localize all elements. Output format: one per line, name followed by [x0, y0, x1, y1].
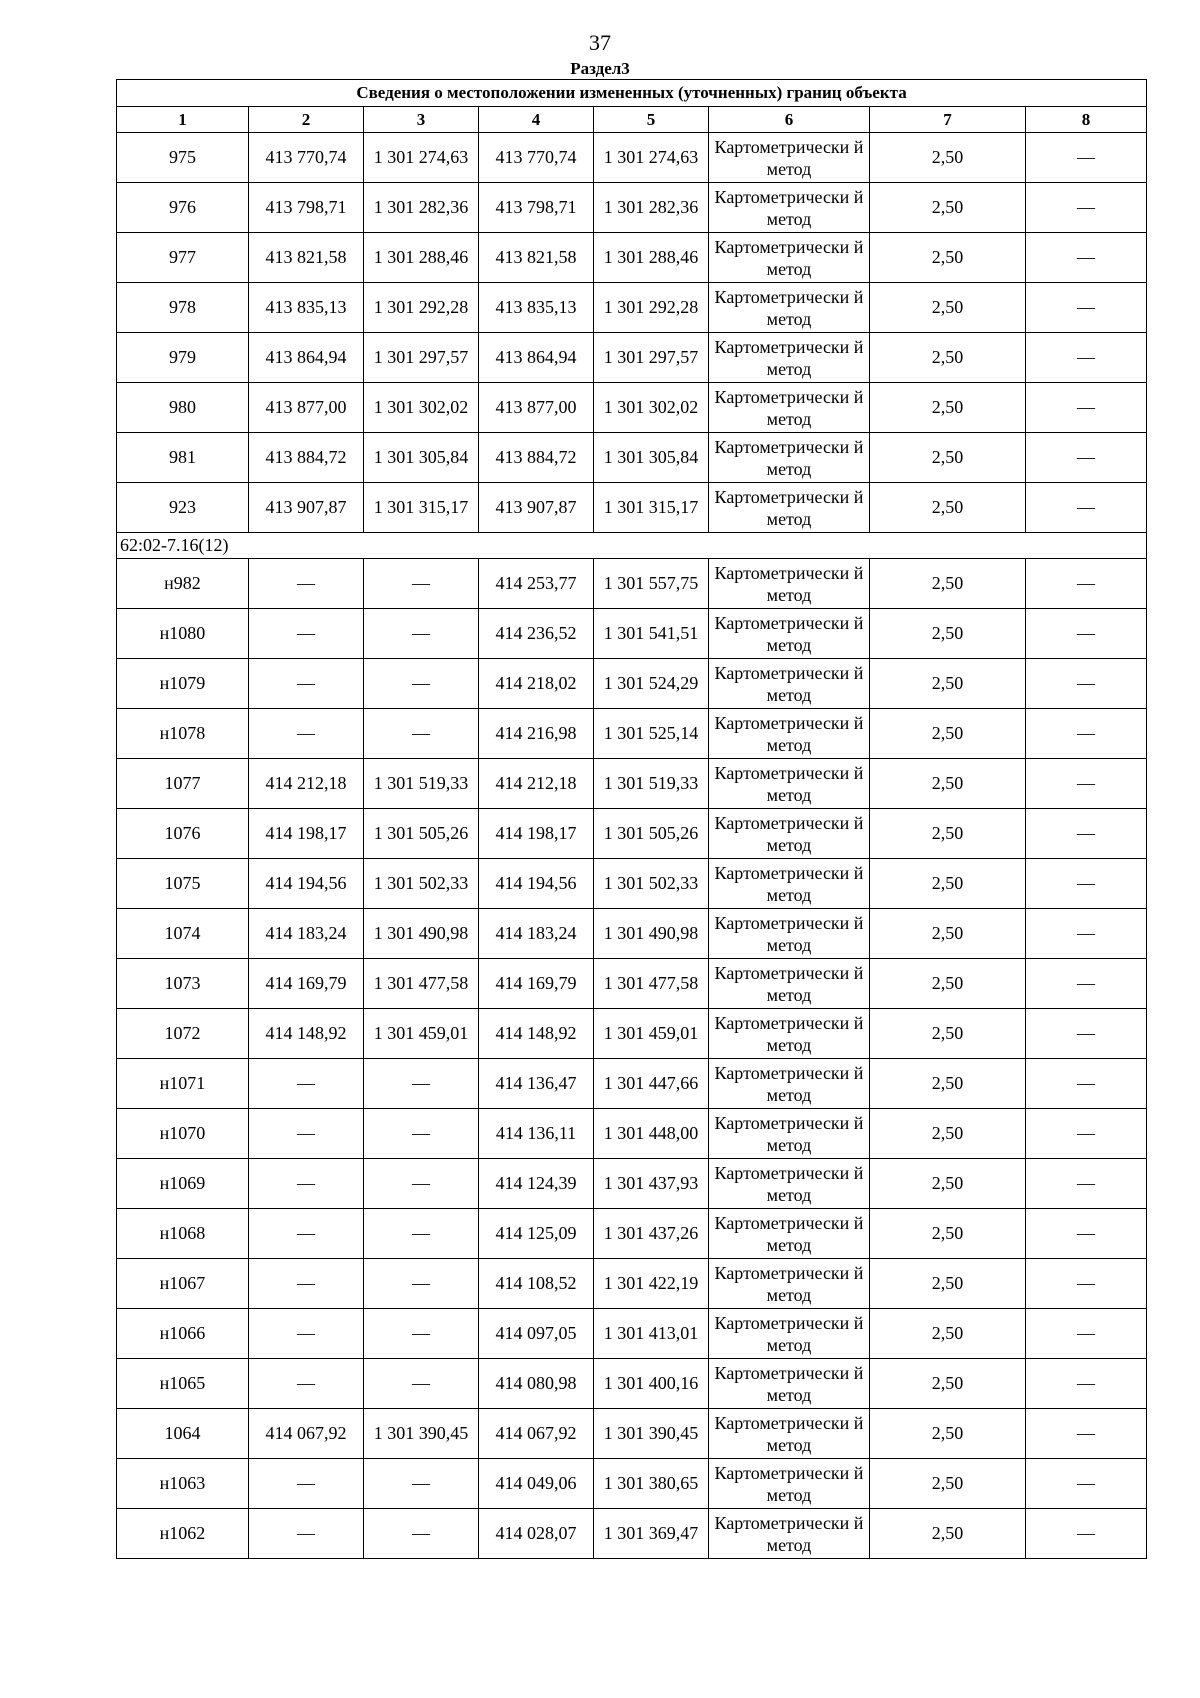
table-cell-col8: —	[1026, 1159, 1147, 1209]
table-cell-col2: —	[249, 1509, 364, 1559]
table-cell-col3: —	[364, 1059, 479, 1109]
table-cell-col3: —	[364, 559, 479, 609]
table-cell-col7: 2,50	[870, 1209, 1026, 1259]
table-cell-col2: 414 169,79	[249, 959, 364, 1009]
table-cell-col1: 1073	[117, 959, 249, 1009]
table-cell-col6: Картометрически й метод	[709, 183, 870, 233]
table-row	[117, 1059, 1147, 1109]
table-row	[117, 1259, 1147, 1309]
table-cell-col5: 1 301 519,33	[594, 759, 709, 809]
table-cell-col2: 413 884,72	[249, 433, 364, 483]
table-cell-col5: 1 301 437,93	[594, 1159, 709, 1209]
table-row	[117, 233, 1147, 283]
table-cell-col8: —	[1026, 333, 1147, 383]
table-cell-col2: 413 798,71	[249, 183, 364, 233]
table-cell-col4: 414 218,02	[479, 659, 594, 709]
table-cell-col2: —	[249, 1209, 364, 1259]
table-cell-col3: 1 301 315,17	[364, 483, 479, 533]
table-cell-col4: 414 194,56	[479, 859, 594, 909]
table-cell-col8: —	[1026, 1459, 1147, 1509]
table-cell-col4: 413 821,58	[479, 233, 594, 283]
table-cell-col6: Картометрически й метод	[709, 1009, 870, 1059]
table-cell-col8: —	[1026, 1109, 1147, 1159]
table-cell-col7: 2,50	[870, 659, 1026, 709]
table-cell-col4: 414 183,24	[479, 909, 594, 959]
table-cell-col5: 1 301 369,47	[594, 1509, 709, 1559]
table-cell-col7: 2,50	[870, 233, 1026, 283]
table-cell-col2: 414 212,18	[249, 759, 364, 809]
table-cell-col1: н1069	[117, 1159, 249, 1209]
table-cell-col8: —	[1026, 1259, 1147, 1309]
table-cell-col7: 2,50	[870, 909, 1026, 959]
table-cell-col7: 2,50	[870, 433, 1026, 483]
table-cell-col5: 1 301 525,14	[594, 709, 709, 759]
table-cell-col4: 414 108,52	[479, 1259, 594, 1309]
table-cell-col2: —	[249, 1159, 364, 1209]
table-row	[117, 333, 1147, 383]
table-cell-col3: —	[364, 1109, 479, 1159]
table-cell-col1: н1078	[117, 709, 249, 759]
table-cell-col1: н1062	[117, 1509, 249, 1559]
table-row	[117, 1409, 1147, 1459]
table-cell-col1: н1065	[117, 1359, 249, 1409]
table-row	[117, 1459, 1147, 1509]
table-cell-col1: 1074	[117, 909, 249, 959]
table-cell-col3: 1 301 502,33	[364, 859, 479, 909]
table-cell-col7: 2,50	[870, 1109, 1026, 1159]
table-caption: Сведения о местоположении измененных (уточненных) границ объекта	[117, 80, 1147, 107]
table-cell-col8: —	[1026, 559, 1147, 609]
table-cell-col3: —	[364, 1309, 479, 1359]
table-cell-col1: н982	[117, 559, 249, 609]
table-body	[117, 133, 1147, 1559]
table-cell-col5: 1 301 274,63	[594, 133, 709, 183]
table-cell-col6: Картометрически й метод	[709, 133, 870, 183]
table-cell-col2: —	[249, 709, 364, 759]
table-row	[117, 659, 1147, 709]
table-cell-col4: 414 067,92	[479, 1409, 594, 1459]
table-cell-col2: —	[249, 1459, 364, 1509]
table-row	[117, 559, 1147, 609]
table-cell-col6: Картометрически й метод	[709, 483, 870, 533]
table-cell-col1: 979	[117, 333, 249, 383]
table-cell-col3: —	[364, 609, 479, 659]
table-row	[117, 709, 1147, 759]
table-cell-col4: 414 049,06	[479, 1459, 594, 1509]
table-row	[117, 1159, 1147, 1209]
table-cell-col6: Картометрически й метод	[709, 433, 870, 483]
table-cell-col3: 1 301 297,57	[364, 333, 479, 383]
table-cell-col7: 2,50	[870, 1059, 1026, 1109]
table-cell-col5: 1 301 505,26	[594, 809, 709, 859]
table-cell-col6: Картометрически й метод	[709, 1459, 870, 1509]
table-cell-col4: 413 770,74	[479, 133, 594, 183]
table-cell-col7: 2,50	[870, 483, 1026, 533]
table-cell-col1: н1070	[117, 1109, 249, 1159]
table-cell-col6: Картометрически й метод	[709, 909, 870, 959]
table-cell-col1: н1080	[117, 609, 249, 659]
table-cell-col8: —	[1026, 659, 1147, 709]
table-cell-col3: 1 301 477,58	[364, 959, 479, 1009]
table-cell-col2: 413 907,87	[249, 483, 364, 533]
table-cell-col2: 414 067,92	[249, 1409, 364, 1459]
table-cell-col3: —	[364, 1459, 479, 1509]
table-row	[117, 283, 1147, 333]
table-cell-col2: 414 183,24	[249, 909, 364, 959]
table-cell-col7: 2,50	[870, 1009, 1026, 1059]
table-cell-col3: 1 301 288,46	[364, 233, 479, 283]
table-row	[117, 959, 1147, 1009]
table-cell-col2: 414 198,17	[249, 809, 364, 859]
table-cell-col7: 2,50	[870, 283, 1026, 333]
column-header-7: 7	[870, 107, 1026, 133]
table-cell-col3: —	[364, 659, 479, 709]
table-cell-col7: 2,50	[870, 759, 1026, 809]
table-cell-col1: 975	[117, 133, 249, 183]
table-cell-col4: 414 148,92	[479, 1009, 594, 1059]
table-cell-col1: 1072	[117, 1009, 249, 1059]
table-cell-col6: Картометрически й метод	[709, 1309, 870, 1359]
table-cell-col8: —	[1026, 1309, 1147, 1359]
table-cell-col6: Картометрически й метод	[709, 1159, 870, 1209]
table-cell-col6: Картометрически й метод	[709, 233, 870, 283]
table-cell-col6: Картометрически й метод	[709, 1209, 870, 1259]
table-cell-col8: —	[1026, 959, 1147, 1009]
table-cell-col4: 414 136,11	[479, 1109, 594, 1159]
table-cell-col1: 1076	[117, 809, 249, 859]
table-cell-col4: 414 216,98	[479, 709, 594, 759]
table-cell-col5: 1 301 288,46	[594, 233, 709, 283]
table-cell-col5: 1 301 380,65	[594, 1459, 709, 1509]
table-cell-col1: 981	[117, 433, 249, 483]
table-cell-col1: н1079	[117, 659, 249, 709]
table-row	[117, 183, 1147, 233]
page-number: 37	[589, 30, 611, 55]
table-cell-col5: 1 301 413,01	[594, 1309, 709, 1359]
table-cell-col5: 1 301 541,51	[594, 609, 709, 659]
table-cell-col3: 1 301 519,33	[364, 759, 479, 809]
table-cell-col3: —	[364, 1509, 479, 1559]
table-cell-col4: 414 169,79	[479, 959, 594, 1009]
table-cell-col5: 1 301 524,29	[594, 659, 709, 709]
table-cell-col3: —	[364, 1359, 479, 1409]
table-cell-col3: 1 301 490,98	[364, 909, 479, 959]
table-cell-col5: 1 301 400,16	[594, 1359, 709, 1409]
table-cell-col4: 414 124,39	[479, 1159, 594, 1209]
table-cell-col5: 1 301 302,02	[594, 383, 709, 433]
table-cell-col7: 2,50	[870, 1259, 1026, 1309]
table-cell-col4: 413 884,72	[479, 433, 594, 483]
table-cell-col4: 414 236,52	[479, 609, 594, 659]
table-cell-col3: —	[364, 1209, 479, 1259]
section-label: 62:02-7.16(12)	[117, 533, 1147, 559]
table-cell-col3: —	[364, 709, 479, 759]
table-cell-col1: 1064	[117, 1409, 249, 1459]
table-cell-col8: —	[1026, 133, 1147, 183]
table-cell-col2: —	[249, 1309, 364, 1359]
table-cell-col7: 2,50	[870, 133, 1026, 183]
table-cell-col1: н1063	[117, 1459, 249, 1509]
table-cell-col7: 2,50	[870, 1159, 1026, 1209]
table-cell-col6: Картометрически й метод	[709, 1509, 870, 1559]
table-cell-col7: 2,50	[870, 1409, 1026, 1459]
table-cell-col8: —	[1026, 1509, 1147, 1559]
table-cell-col6: Картометрически й метод	[709, 333, 870, 383]
table-cell-col2: 413 835,13	[249, 283, 364, 333]
table-cell-col2: 413 821,58	[249, 233, 364, 283]
table-cell-col6: Картометрически й метод	[709, 809, 870, 859]
table-row	[117, 433, 1147, 483]
column-header-row	[117, 107, 1147, 133]
table-cell-col5: 1 301 447,66	[594, 1059, 709, 1109]
table-cell-col1: н1068	[117, 1209, 249, 1259]
table-cell-col8: —	[1026, 809, 1147, 859]
table-cell-col6: Картометрически й метод	[709, 709, 870, 759]
table-cell-col5: 1 301 437,26	[594, 1209, 709, 1259]
table-cell-col1: 976	[117, 183, 249, 233]
table-cell-col3: —	[364, 1159, 479, 1209]
column-header-2: 2	[249, 107, 364, 133]
table-cell-col2: 414 148,92	[249, 1009, 364, 1059]
table-cell-col1: 978	[117, 283, 249, 333]
table-cell-col4: 413 864,94	[479, 333, 594, 383]
table-cell-col8: —	[1026, 609, 1147, 659]
table-cell-col7: 2,50	[870, 559, 1026, 609]
table-cell-col8: —	[1026, 759, 1147, 809]
table-cell-col8: —	[1026, 233, 1147, 283]
column-header-5: 5	[594, 107, 709, 133]
table-cell-col2: 413 877,00	[249, 383, 364, 433]
table-cell-col8: —	[1026, 183, 1147, 233]
table-cell-col5: 1 301 305,84	[594, 433, 709, 483]
table-cell-col4: 414 253,77	[479, 559, 594, 609]
table-cell-col6: Картометрически й метод	[709, 1059, 870, 1109]
table-cell-col2: —	[249, 1059, 364, 1109]
table-row	[117, 909, 1147, 959]
table-cell-col1: н1071	[117, 1059, 249, 1109]
table-cell-col2: —	[249, 1359, 364, 1409]
table-cell-col6: Картометрически й метод	[709, 1109, 870, 1159]
table-cell-col3: 1 301 282,36	[364, 183, 479, 233]
table-cell-col8: —	[1026, 283, 1147, 333]
table-cell-col3: 1 301 390,45	[364, 1409, 479, 1459]
table-cell-col7: 2,50	[870, 959, 1026, 1009]
table-cell-col1: н1066	[117, 1309, 249, 1359]
table-row	[117, 1109, 1147, 1159]
section-label-row	[117, 533, 1147, 559]
table-row	[117, 1359, 1147, 1409]
table-cell-col5: 1 301 502,33	[594, 859, 709, 909]
table-cell-col8: —	[1026, 1059, 1147, 1109]
table-cell-col8: —	[1026, 483, 1147, 533]
table-cell-col6: Картометрически й метод	[709, 859, 870, 909]
table-row	[117, 609, 1147, 659]
table-cell-col8: —	[1026, 1209, 1147, 1259]
table-cell-col5: 1 301 459,01	[594, 1009, 709, 1059]
table-cell-col4: 413 798,71	[479, 183, 594, 233]
table-cell-col4: 414 080,98	[479, 1359, 594, 1409]
table-cell-col1: 1077	[117, 759, 249, 809]
table-cell-col2: —	[249, 1109, 364, 1159]
table-cell-col8: —	[1026, 909, 1147, 959]
table-cell-col4: 413 877,00	[479, 383, 594, 433]
table-cell-col8: —	[1026, 1009, 1147, 1059]
table-cell-col6: Картометрически й метод	[709, 659, 870, 709]
table-cell-col2: —	[249, 1259, 364, 1309]
table-cell-col5: 1 301 477,58	[594, 959, 709, 1009]
table-cell-col3: 1 301 305,84	[364, 433, 479, 483]
table-cell-col5: 1 301 448,00	[594, 1109, 709, 1159]
table-cell-col5: 1 301 292,28	[594, 283, 709, 333]
table-cell-col2: —	[249, 659, 364, 709]
table-row	[117, 383, 1147, 433]
table-cell-col3: —	[364, 1259, 479, 1309]
table-cell-col7: 2,50	[870, 709, 1026, 759]
table-row	[117, 483, 1147, 533]
table-cell-col7: 2,50	[870, 1459, 1026, 1509]
table-row	[117, 859, 1147, 909]
table-cell-col5: 1 301 422,19	[594, 1259, 709, 1309]
table-cell-col6: Картометрически й метод	[709, 1259, 870, 1309]
table-cell-col6: Картометрически й метод	[709, 1409, 870, 1459]
table-cell-col4: 413 907,87	[479, 483, 594, 533]
table-row	[117, 809, 1147, 859]
section-title: Раздел3	[570, 59, 630, 78]
boundary-coordinates-table	[116, 79, 1147, 1559]
table-cell-col1: 980	[117, 383, 249, 433]
table-cell-col7: 2,50	[870, 383, 1026, 433]
table-cell-col5: 1 301 297,57	[594, 333, 709, 383]
table-cell-col8: —	[1026, 859, 1147, 909]
table-cell-col6: Картометрически й метод	[709, 759, 870, 809]
column-header-8: 8	[1026, 107, 1147, 133]
table-cell-col2: 414 194,56	[249, 859, 364, 909]
table-cell-col4: 414 136,47	[479, 1059, 594, 1109]
table-cell-col7: 2,50	[870, 1359, 1026, 1409]
table-row	[117, 759, 1147, 809]
table-row	[117, 1509, 1147, 1559]
table-cell-col5: 1 301 490,98	[594, 909, 709, 959]
table-cell-col7: 2,50	[870, 183, 1026, 233]
table-cell-col2: —	[249, 559, 364, 609]
table-cell-col6: Картометрически й метод	[709, 283, 870, 333]
table-cell-col4: 413 835,13	[479, 283, 594, 333]
table-cell-col7: 2,50	[870, 1509, 1026, 1559]
table-cell-col5: 1 301 315,17	[594, 483, 709, 533]
table-cell-col4: 414 212,18	[479, 759, 594, 809]
column-header-6: 6	[709, 107, 870, 133]
table-cell-col7: 2,50	[870, 609, 1026, 659]
table-row	[117, 1009, 1147, 1059]
table-cell-col1: 923	[117, 483, 249, 533]
table-cell-col5: 1 301 557,75	[594, 559, 709, 609]
table-row	[117, 1209, 1147, 1259]
table-cell-col7: 2,50	[870, 809, 1026, 859]
table-cell-col3: 1 301 292,28	[364, 283, 479, 333]
table-cell-col1: н1067	[117, 1259, 249, 1309]
table-cell-col7: 2,50	[870, 1309, 1026, 1359]
table-cell-col2: 413 770,74	[249, 133, 364, 183]
table-cell-col5: 1 301 282,36	[594, 183, 709, 233]
table-cell-col4: 414 125,09	[479, 1209, 594, 1259]
table-cell-col3: 1 301 505,26	[364, 809, 479, 859]
table-cell-col1: 977	[117, 233, 249, 283]
table-cell-col3: 1 301 274,63	[364, 133, 479, 183]
column-header-4: 4	[479, 107, 594, 133]
table-caption-row	[117, 80, 1147, 107]
column-header-1: 1	[117, 107, 249, 133]
table-cell-col8: —	[1026, 383, 1147, 433]
table-cell-col3: 1 301 302,02	[364, 383, 479, 433]
table-cell-col6: Картометрически й метод	[709, 383, 870, 433]
table-cell-col2: —	[249, 609, 364, 659]
table-row	[117, 133, 1147, 183]
table-cell-col8: —	[1026, 1359, 1147, 1409]
table-cell-col2: 413 864,94	[249, 333, 364, 383]
table-cell-col4: 414 028,07	[479, 1509, 594, 1559]
table-cell-col4: 414 198,17	[479, 809, 594, 859]
table-cell-col1: 1075	[117, 859, 249, 909]
table-cell-col5: 1 301 390,45	[594, 1409, 709, 1459]
table-cell-col6: Картометрически й метод	[709, 959, 870, 1009]
table-cell-col8: —	[1026, 433, 1147, 483]
table-cell-col7: 2,50	[870, 333, 1026, 383]
table-cell-col8: —	[1026, 709, 1147, 759]
table-cell-col6: Картометрически й метод	[709, 609, 870, 659]
table-cell-col7: 2,50	[870, 859, 1026, 909]
table-cell-col3: 1 301 459,01	[364, 1009, 479, 1059]
table-cell-col8: —	[1026, 1409, 1147, 1459]
column-header-3: 3	[364, 107, 479, 133]
table-row	[117, 1309, 1147, 1359]
table-cell-col6: Картометрически й метод	[709, 1359, 870, 1409]
table-cell-col6: Картометрически й метод	[709, 559, 870, 609]
table-cell-col4: 414 097,05	[479, 1309, 594, 1359]
